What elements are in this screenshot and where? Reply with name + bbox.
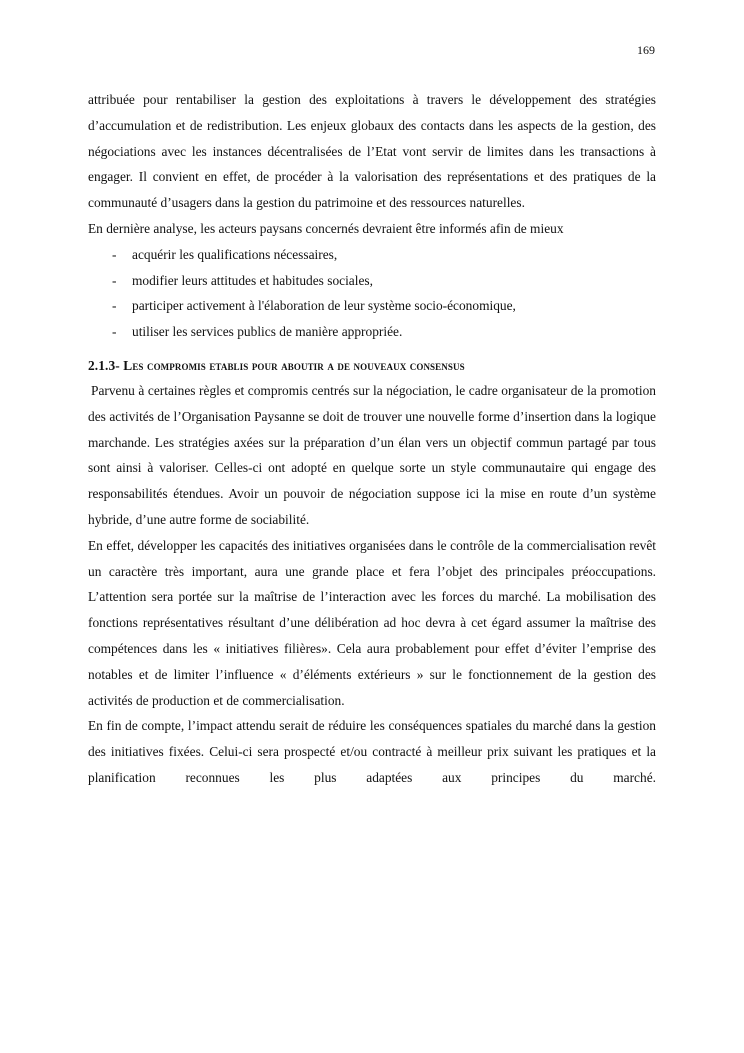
section-heading: 2.1.3- Les compromis etablis pour aboutir a de nouveaux consensus xyxy=(88,357,465,373)
body-paragraph: attribuée pour rentabiliser la gestion des exploitations à travers le développement des stratégies d’accumulation et de redistribution. Les enjeux globaux des contacts dans les aspects de la gestion, des négociations avec les instances décentralisées de l’Etat vont servir de limites dans les transactions à engager. Il convient en effet, de procéder à la valorisation des représentations et des pratiques de la communauté d’usagers dans la gestion du patrimoine et des ressources naturelles. xyxy=(88,92,656,211)
page-content xyxy=(88,87,656,791)
bullet-text: participer activement à l'élaboration de leur système socio-économique, xyxy=(132,298,516,314)
bullet-text: utiliser les services publics de manière appropriée. xyxy=(132,324,403,340)
body-paragraph: Parvenu à certaines règles et compromis centrés sur la négociation, le cadre organisateur de la promotion des activités de l’Organisation Paysanne se doit de trouver une nouvelle forme d’insertion dans la logique marchande. Les stratégies axées sur la préparation d’un élan vers un objectif commun partagé par tous sont ainsi à valoriser. Celles-ci ont adopté en quelque sorte un style communautaire qui engage des responsabilités étendues. Avoir un pouvoir de négociation suppose ici la mise en route d’un système hybride, d’une autre forme de sociabilité. xyxy=(88,382,656,527)
bullet-list xyxy=(88,242,656,345)
bullet-dash: - xyxy=(112,246,117,262)
bullet-item xyxy=(88,242,656,268)
bullet-text: acquérir les qualifications nécessaires, xyxy=(132,246,338,262)
bullet-dash: - xyxy=(112,298,117,314)
body-paragraph: En effet, développer les capacités des initiatives organisées dans le contrôle de la commercialisation revêt un caractère très important, aura une grande place et fera l’objet des principales préoccupations. L’attention sera portée sur la maîtrise de l’interaction avec les forces du marché. La mobilisation des fonctions représentatives résultant d’une délibération ad hoc devra à cet égard assumer la maîtrise des compétences dans les « initiatives filières». Cela aura probablement pour effet d’éviter l’emprise des notables et de limiter l’influence « d’éléments extérieurs » sur le fonctionnement de la gestion des activités de production et de commercialisation. xyxy=(88,537,656,708)
body-paragraph: En fin de compte, l’impact attendu serait de réduire les conséquences spatiales du marché dans la gestion des initiatives fixées. Celui-ci sera prospecté et/ou contracté à meilleur prix suivant les pratiques et la planification reconnues les plus adaptées aux principes du marché. xyxy=(88,718,656,785)
bullet-item xyxy=(88,319,656,345)
bullet-dash: - xyxy=(112,272,117,288)
bullet-item xyxy=(88,293,656,319)
bullet-item xyxy=(88,268,656,294)
bullet-text: modifier leurs attitudes et habitudes sociales, xyxy=(132,272,373,288)
page-number: 169 xyxy=(637,43,655,57)
bullet-dash: - xyxy=(112,324,117,340)
body-paragraph: En dernière analyse, les acteurs paysans concernés devraient être informés afin de mieux xyxy=(88,220,564,236)
